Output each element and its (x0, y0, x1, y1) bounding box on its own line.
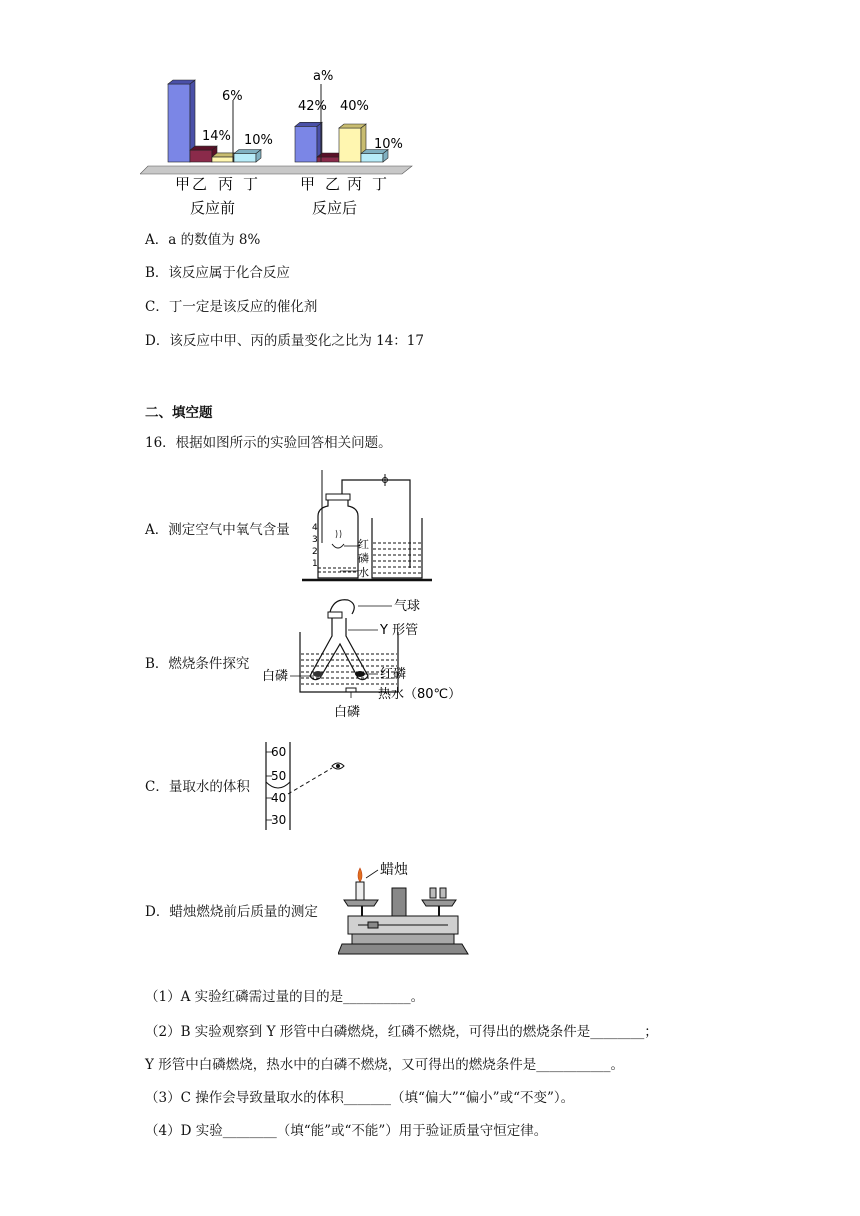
bar-1-3 (361, 154, 383, 163)
group-label-before: 反应前 (190, 199, 236, 217)
bar-top-0-3 (234, 150, 261, 154)
label-red-phosphorus: 红磷 (380, 667, 407, 682)
bar-0-1 (190, 150, 212, 162)
bar-0-0 (168, 84, 190, 162)
scale-1: 1 (312, 559, 318, 569)
scale-3: 3 (312, 535, 318, 545)
figure-a-oxygen-apparatus (300, 468, 435, 586)
experiment-a-label: A．测定空气中氧气含量 (145, 522, 290, 538)
bar-top-0-0 (168, 80, 195, 84)
bar-label: 10% (374, 137, 403, 152)
cat-label: 丁 (372, 175, 388, 193)
tick-40: 40 (271, 791, 287, 805)
scale-2: 2 (312, 547, 318, 557)
label-red-2: 磷 (358, 552, 369, 565)
label-white-phosphorus-left: 白磷 (262, 669, 289, 684)
bar-chart (140, 62, 430, 222)
tick-30: 30 (271, 813, 287, 827)
bar-label: 10% (244, 133, 273, 148)
subquestion-2-line2: Y 形管中白磷燃烧，热水中的白磷不燃烧，又可得出的燃烧条件是___________。 (145, 1057, 624, 1073)
bar-label: 14% (202, 129, 231, 144)
bar-label: 40% (340, 99, 369, 114)
cat-label: 甲 (300, 175, 316, 193)
bar-0-3 (234, 154, 256, 163)
cat-label: 丙 (218, 175, 234, 193)
cat-label: 丁 (243, 175, 259, 193)
experiment-b-label: B．燃烧条件探究 (145, 656, 250, 672)
bar-label: a% (313, 69, 334, 84)
bar-top-0-1 (190, 146, 217, 150)
figure-b-combustion-apparatus (262, 592, 462, 722)
cat-label: 乙 (192, 175, 208, 193)
cat-label: 甲 (175, 175, 191, 193)
subquestion-4: （4）D 实验________（填“能”或“不能”）用于验证质量守恒定律。 (145, 1123, 548, 1139)
bar-1-2 (339, 128, 361, 162)
label-white-phosphorus-bottom: 白磷 (334, 705, 361, 720)
label-water: 水 (358, 566, 369, 579)
option-d: D．该反应中甲、丙的质量变化之比为 14：17 (145, 333, 424, 349)
bar-0-2 (212, 157, 234, 162)
question-stem: 16．根据如图所示的实验回答相关问题。 (145, 435, 392, 451)
bar-1-0 (295, 126, 317, 162)
section-title: 二、填空题 (145, 405, 213, 421)
scale-4: 4 (312, 523, 318, 533)
subquestion-1: （1）A 实验红磷需过量的目的是__________。 (145, 989, 425, 1005)
tick-60: 60 (271, 745, 287, 759)
label-candle: 蜡烛 (380, 862, 408, 878)
label-balloon: 气球 (394, 599, 421, 614)
figure-c-cylinder-reading (262, 740, 362, 832)
subquestion-2-line1: （2）B 实验观察到 Y 形管中白磷燃烧，红磷不燃烧，可得出的燃烧条件是________； (145, 1024, 658, 1040)
subquestion-3: （3）C 操作会导致量取水的体积_______（填“偏大”“偏小”或“不变”）。 (145, 1090, 575, 1106)
chart-floor (140, 166, 412, 174)
bar-1-1 (317, 157, 339, 162)
option-c: C．丁一定是该反应的催化剂 (145, 299, 318, 315)
tick-50: 50 (271, 769, 287, 783)
label-hot-water: 热水（80℃） (378, 687, 462, 702)
option-b: B．该反应属于化合反应 (145, 265, 290, 281)
experiment-d-label: D．蜡烛燃烧前后质量的测定 (145, 904, 318, 920)
cat-label: 丙 (347, 175, 363, 193)
experiment-c-label: C．量取水的体积 (145, 779, 250, 795)
cat-label: 乙 (325, 175, 341, 193)
bar-top-1-0 (295, 122, 322, 126)
bar-top-1-2 (339, 124, 366, 128)
label-y-tube: Y 形管 (380, 623, 419, 638)
option-a: A．a 的数值为 8% (145, 232, 261, 248)
eye-icon (332, 763, 344, 769)
figure-d-balance (338, 848, 478, 966)
label-red-1: 红 (358, 538, 369, 551)
bar-label: 6% (222, 89, 243, 104)
bar-label: 42% (298, 99, 327, 114)
group-label-after: 反应后 (312, 199, 358, 217)
